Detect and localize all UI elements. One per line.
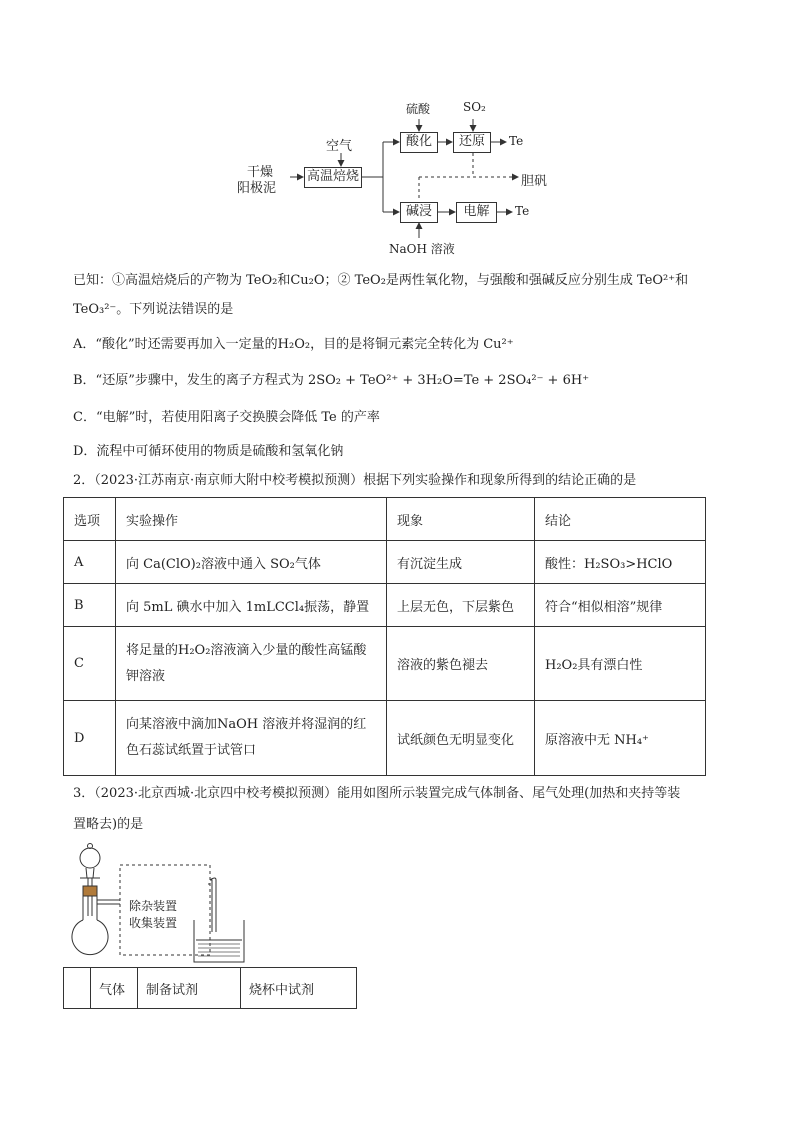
apparatus-box-line1: 除杂装置 <box>129 899 178 913</box>
row-operation-line1: 向某溶液中滴加NaOH 溶液并将湿润的红 <box>126 717 367 732</box>
q1-option-a: A．“酸化”时还需要再加入一定量的H₂O₂，目的是将铜元素完全转化为 Cu²⁺ <box>73 337 514 352</box>
row-option: C <box>64 627 116 701</box>
header-option: 选项 <box>64 498 116 541</box>
header-beaker-reagent: 烧杯中试剂 <box>241 968 357 1009</box>
q1-option-c: C．“电解”时，若使用阳离子交换膜会降低 Te 的产率 <box>73 410 380 425</box>
row-operation <box>116 701 387 776</box>
header-observation: 现象 <box>387 498 535 541</box>
process-flowchart <box>235 95 555 260</box>
row-option: A <box>64 541 116 584</box>
table-row <box>64 541 706 584</box>
roast-box: 高温焙烧 <box>304 167 362 188</box>
alkali-leach-box: 碱浸 <box>400 202 438 223</box>
te-bottom-label: Te <box>515 204 530 218</box>
electrolysis-box: 电解 <box>456 202 497 223</box>
row-option: B <box>64 584 116 627</box>
header-blank <box>64 968 91 1009</box>
row-observation: 溶液的紫色褪去 <box>387 627 535 701</box>
row-operation <box>116 627 387 701</box>
apparatus-box-line2: 收集装置 <box>129 916 178 930</box>
naoh-label: NaOH 溶液 <box>389 242 455 256</box>
row-option: D <box>64 701 116 776</box>
row-operation-line1: 向 5mL 碘水中加入 1mLCCl₄振荡，静置 <box>126 599 370 615</box>
input-label-line1: 干燥 <box>247 165 274 180</box>
q1-option-b: B．“还原”步骤中，发生的离子方程式为 2SO₂ + TeO²⁺ + 3H₂O=Te + 2SO₄²⁻ + 6H⁺ <box>73 373 590 388</box>
header-gas: 气体 <box>91 968 138 1009</box>
row-operation-line1: 向 Ca(ClO)₂溶液中通入 SO₂气体 <box>126 556 321 572</box>
row-conclusion: 酸性：H₂SO₃>HClO <box>535 541 706 584</box>
header-prep-reagent: 制备试剂 <box>138 968 241 1009</box>
so2-label: SO₂ <box>463 100 486 114</box>
q2-stem: 2．（2023·江苏南京·南京师大附中校考模拟预测）根据下列实验操作和现象所得到的结论正确的是 <box>73 473 637 488</box>
q2-table <box>63 497 706 776</box>
air-label: 空气 <box>326 139 353 154</box>
q1-known-line1: 已知：①高温焙烧后的产物为 TeO₂和Cu₂O；② TeO₂是两性氧化物，与强酸和强碱反应分别生成 TeO²⁺和 <box>73 273 689 288</box>
q3-stem-line2: 置略去)的是 <box>73 817 144 832</box>
header-operation: 实验操作 <box>116 498 387 541</box>
acidify-box: 酸化 <box>400 132 438 153</box>
q1-known-line2: TeO₃²⁻。下列说法错误的是 <box>73 302 234 317</box>
row-conclusion: 原溶液中无 NH₄⁺ <box>535 701 706 776</box>
header-conclusion: 结论 <box>535 498 706 541</box>
row-operation-line2: 色石蕊试纸置于试管口 <box>126 743 257 758</box>
table-row <box>64 701 706 776</box>
row-conclusion: 符合“相似相溶”规律 <box>535 584 706 627</box>
input-label-line2: 阳极泥 <box>237 181 277 196</box>
row-observation: 有沉淀生成 <box>387 541 535 584</box>
sulfuric-label: 硫酸 <box>406 102 431 116</box>
row-operation <box>116 541 387 584</box>
te-top-label: Te <box>509 134 524 148</box>
row-conclusion: H₂O₂具有漂白性 <box>535 627 706 701</box>
row-operation-line1: 将足量的H₂O₂溶液滴入少量的酸性高锰酸 <box>126 642 367 658</box>
q1-option-d: D．流程中可循环使用的物质是硫酸和氢氧化钠 <box>73 444 344 459</box>
table-row <box>64 584 706 627</box>
blue-vitriol-label: 胆矾 <box>521 174 548 189</box>
table-row <box>64 627 706 701</box>
flowchart-arrows <box>235 95 555 260</box>
row-observation: 上层无色，下层紫色 <box>387 584 535 627</box>
row-operation <box>116 584 387 627</box>
q3-stem-line1: 3．（2023·北京西城·北京四中校考模拟预测）能用如图所示装置完成气体制备、尾气处理(加热和夹持等装 <box>73 786 681 801</box>
table-header-row <box>64 498 706 541</box>
reduce-box: 还原 <box>453 132 491 153</box>
row-observation: 试纸颜色无明显变化 <box>387 701 535 776</box>
row-operation-line2: 钾溶液 <box>126 668 166 684</box>
table-header-row <box>64 968 357 1009</box>
q3-table <box>63 967 357 1009</box>
